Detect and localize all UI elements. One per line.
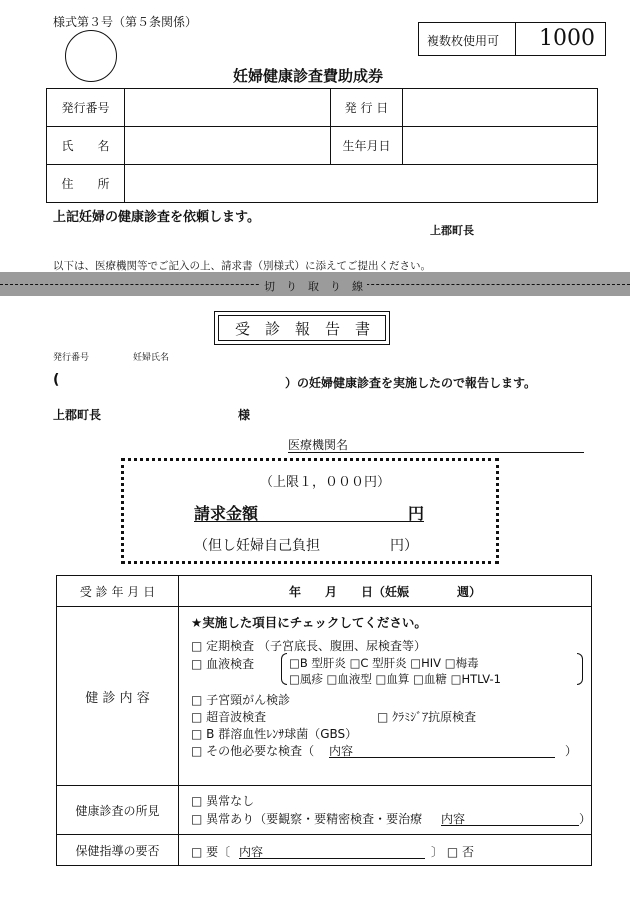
item-cervical[interactable]: □ 子宮頸がん検診: [191, 693, 291, 707]
birth-field[interactable]: [403, 127, 598, 165]
blood-bracket-right: [577, 653, 583, 685]
yen-label: 円: [407, 504, 424, 523]
findings-normal[interactable]: □ 異常なし: [191, 794, 255, 808]
guidance-label: 保健指導の要否: [57, 835, 179, 866]
item-blood-row2[interactable]: □風疹 □血液型 □血算 □血糖 □HTLV-1: [289, 672, 501, 686]
claim-box: [121, 458, 499, 564]
address-label: 住 所: [47, 165, 125, 203]
exam-date-label: 受 診 年 月 日: [57, 576, 179, 607]
request-text: 上記妊婦の健康診査を依頼します。: [53, 210, 260, 225]
small-name: 妊婦氏名: [133, 353, 170, 363]
exam-table: [56, 575, 592, 866]
findings-label: 健康診査の所見: [57, 786, 179, 835]
report-title: 受 診 報 告 書: [235, 320, 371, 338]
divider: [515, 23, 516, 55]
form-number: 様式第３号（第５条関係）: [53, 15, 198, 29]
issue-no-field[interactable]: [125, 89, 331, 127]
findings-cell: [179, 786, 592, 835]
check-instruction: ★実施した項目にチェックしてください。: [191, 615, 427, 630]
birth-label: 生年月日: [331, 127, 403, 165]
limit-text: （上限１，０００円）: [260, 475, 391, 490]
multi-use-box: [418, 22, 606, 56]
claim-label: 請求金額: [194, 504, 259, 523]
mayor-label: 上郡町長: [430, 224, 474, 237]
other-content-field[interactable]: [329, 742, 555, 758]
item-blood-row1[interactable]: □B 型肝炎 □C 型肝炎 □HIV □梅毒: [289, 656, 479, 670]
small-issue-no: 発行番号: [53, 353, 90, 363]
address-field[interactable]: [125, 165, 598, 203]
issue-no-label: 発行番号: [47, 89, 125, 127]
stamp-circle: [65, 30, 117, 82]
name-field[interactable]: [125, 127, 331, 165]
other-content-label: 内容: [329, 744, 354, 758]
name-label: 氏 名: [47, 127, 125, 165]
item-gbs[interactable]: □ B 群溶血性ﾚﾝｻ球菌（GBS）: [191, 727, 358, 741]
issue-date-label: 発 行 日: [331, 89, 403, 127]
item-ultrasound[interactable]: □ 超音波検査: [191, 710, 267, 724]
item-other[interactable]: □ その他必要な検査（: [191, 744, 315, 758]
blood-bracket-left: [281, 653, 287, 685]
claim-amount-line[interactable]: [194, 501, 424, 522]
open-paren: (: [53, 372, 60, 388]
findings-content-label: 内容: [441, 812, 466, 826]
item-chlamydia[interactable]: □ ｸﾗﾐｼﾞｱ抗原検査: [377, 710, 477, 724]
mayor-label-2: 上郡町長: [53, 408, 102, 422]
findings-abnormal[interactable]: □ 異常あり（要観察・要精密検査・要治療: [191, 812, 423, 826]
instruction-text: 以下は、医療機関等でご記入の上、請求書（別様式）に添えてご提出ください。: [53, 260, 431, 272]
report-sentence: ）の妊婦健康診査を実施したので報告します。: [285, 376, 537, 390]
clinic-name-label: 医療機関名: [288, 438, 349, 452]
cut-line-label: 切 り 取 り 線: [260, 278, 367, 294]
sama-label: 様: [238, 408, 251, 422]
item-blood[interactable]: □ 血液検査: [191, 657, 255, 671]
amount-value: 1000: [539, 26, 595, 51]
guidance-content-field[interactable]: [239, 843, 425, 859]
guidance-cell: [179, 835, 592, 866]
info-table: [46, 88, 598, 203]
coupon-title: 妊婦健康診査費助成券: [233, 67, 384, 85]
clinic-name-line[interactable]: [288, 436, 584, 453]
findings-content-field[interactable]: [441, 810, 579, 826]
findings-close: ）: [579, 812, 592, 826]
guidance-yes[interactable]: □ 要〔: [191, 845, 231, 859]
self-pay-text: （但し妊婦自己負担 円）: [194, 538, 418, 554]
guidance-close[interactable]: 〕 □ 否: [431, 845, 474, 859]
item-regular[interactable]: □ 定期検査 （子宮底長、腹囲、尿検査等）: [191, 639, 426, 653]
multi-use-label: 複数枚使用可: [427, 34, 500, 48]
report-title-box: [214, 311, 390, 345]
exam-content-label: 健 診 内 容: [57, 607, 179, 786]
exam-content-cell: [179, 607, 592, 786]
other-close: ）: [565, 744, 578, 758]
issue-date-field[interactable]: [403, 89, 598, 127]
exam-date-value[interactable]: 年 月 日（妊娠 週）: [179, 576, 592, 607]
guidance-content-label: 内容: [239, 845, 264, 859]
